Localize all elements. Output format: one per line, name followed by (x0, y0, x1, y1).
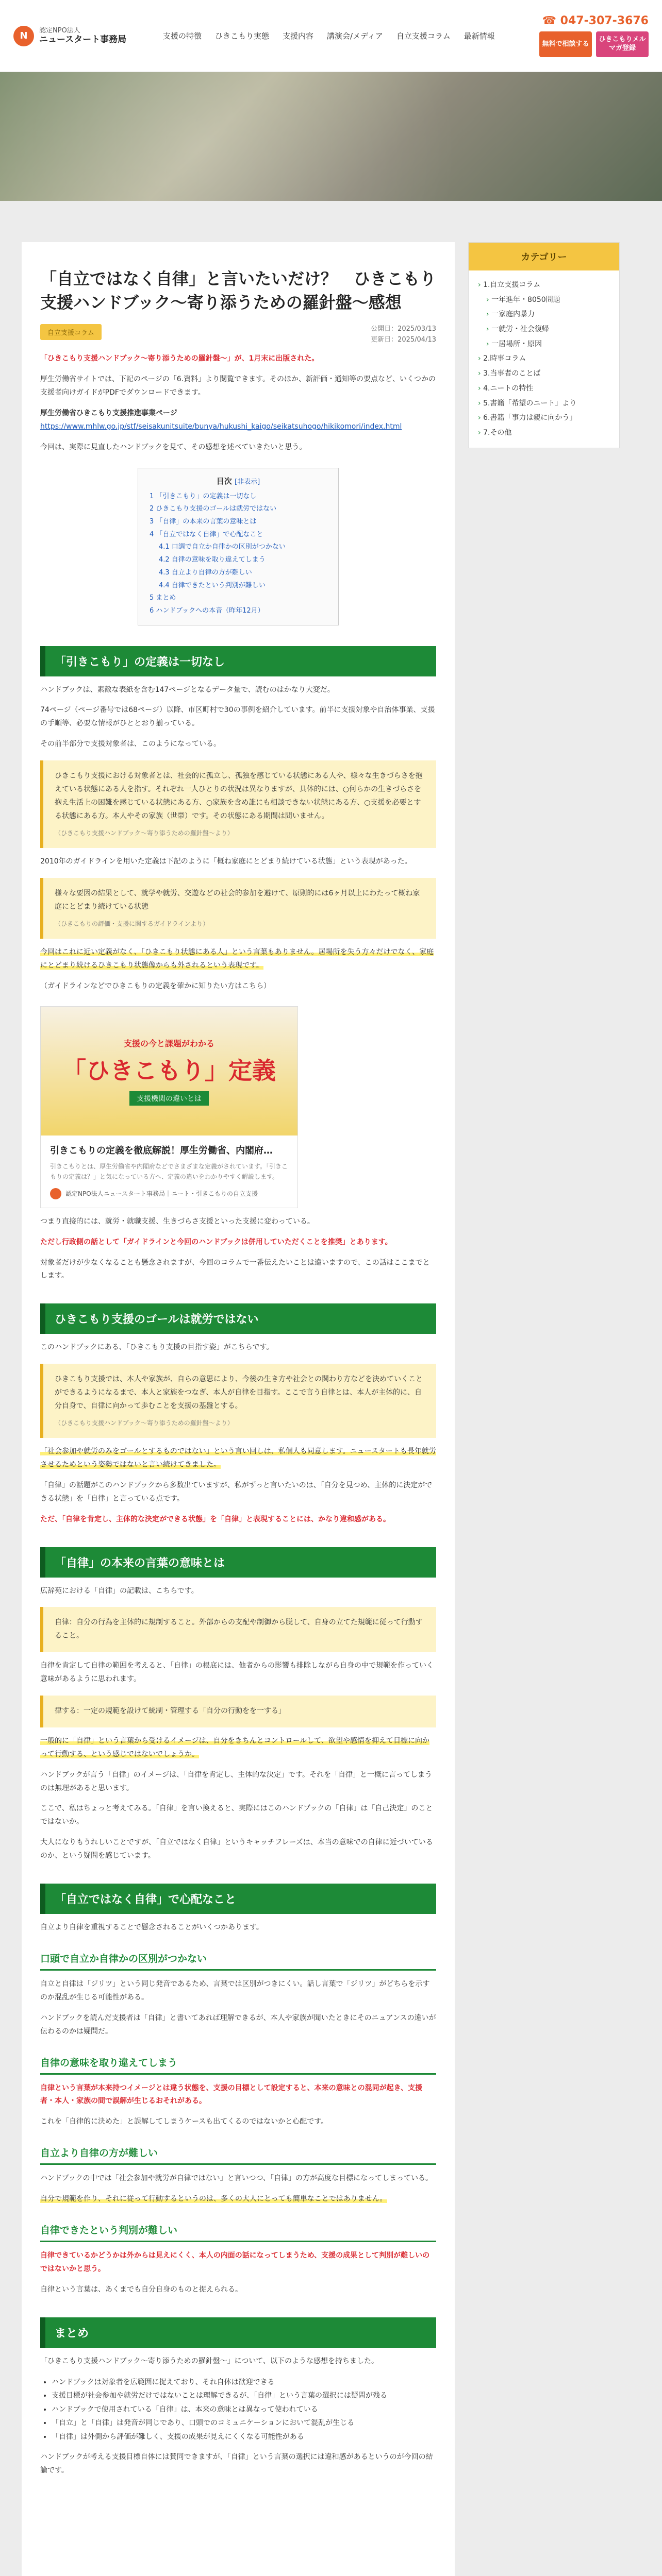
category-item[interactable]: › 5.書籍「希望のニート」より (478, 396, 610, 411)
toc-title-label: 目次 (216, 476, 232, 486)
ministry-link-block (40, 407, 436, 434)
section-heading-goal: ひきこもり支援のゴールは就労ではない (40, 1303, 436, 1334)
quote-text: 自律：自分の行為を主体的に規制すること。外部からの支配や制御から脱して、自身の立てた規範に従って行動すること。 (55, 1618, 423, 1640)
site-logo[interactable] (13, 26, 158, 46)
site-header (0, 0, 662, 72)
quote-source: （ひきこもり支援ハンドブック〜寄り添うための羅針盤〜より） (55, 1419, 234, 1427)
category-list (469, 270, 619, 448)
quote-text: 律する：一定の規範を設けて統制・管理する「自分の行動をを一する」 (55, 1707, 286, 1716)
nav-item-support[interactable]: 支援内容 (283, 31, 314, 41)
paragraph: 広辞苑における「自律」の記載は、こちらです。 (40, 1586, 198, 1595)
paragraph: 自律を肯定して自律の範囲を考えると、「自律」の根底には、他者からの影響も排除しながら自身の中で規範を作っていく意味があるように思われます。 (40, 1662, 434, 1684)
paragraph: つまり直接的には、就労・就職支援、生きづらさ支援といった支援に変わっている。 (40, 1217, 315, 1226)
paragraph (40, 1236, 436, 1249)
category-badge[interactable]: 自立支援コラム (40, 324, 102, 340)
category-widget (468, 242, 620, 448)
paragraph (40, 1735, 436, 1761)
paragraph (40, 2082, 436, 2109)
article (22, 242, 455, 2576)
toc-subitem[interactable]: 4.4 自律できたという判別が難しい (159, 581, 266, 589)
category-subitem[interactable]: › 一居場所・原因 (478, 337, 610, 352)
ministry-link-label: 厚生労働省ひきこもり支援推進事業ページ (40, 409, 177, 418)
paragraph: これを「自律的に決めた」と誤解してしまうケースも出てくるのではないかと心配です。 (40, 2117, 328, 2126)
paragraph: 自立より自律を重視することで懸念されることがいくつかあります。 (40, 1923, 263, 1932)
phone-text: 047-307-3676 (560, 14, 649, 27)
section-heading-concerns: 「自立ではなく自律」で心配なこと (40, 1884, 436, 1914)
toc-item[interactable]: 1 「引きこもり」の定義は一切なし (150, 492, 257, 500)
article-meta (40, 324, 436, 346)
category-item[interactable]: › 1.自立支援コラム (478, 278, 610, 293)
logo-subtitle: 認定NPO法人 (39, 26, 80, 35)
category-item[interactable]: › 4.ニートの特性 (478, 381, 610, 396)
quote-box (40, 760, 436, 848)
summary-list (40, 2376, 436, 2444)
paragraph (40, 2249, 436, 2276)
updated-date: 更新日：2025/04/13 (371, 335, 436, 344)
paragraph: 対象者だけが少なくなることも懸念されますが、今回のコラムで一番伝えたいことは違いますので、この話はここまでとします。 (40, 1258, 430, 1280)
published-date: 公開日：2025/03/13 (371, 325, 436, 333)
nav-item-features[interactable]: 支援の特徴 (163, 31, 202, 41)
card-title: 引きこもりの定義を徹底解説！厚生労働省、内閣府… (50, 1145, 273, 1157)
nav-item-news[interactable]: 最新情報 (464, 31, 495, 41)
quote-source: （ひきこもりの評価・支援に関するガイドラインより） (55, 920, 209, 927)
toc-item[interactable]: 5 まとめ (150, 594, 176, 602)
highlight-red-text: ただ、「自律を肯定し、主体的な決定ができる状態」を「自律」と表現することには、かなり違和感がある。 (40, 1515, 390, 1523)
nav-item-reality[interactable]: ひきこもり実態 (215, 31, 270, 41)
header-contact (539, 14, 649, 57)
mailmag-button[interactable]: ひきこもりメルマガ登録 (596, 31, 649, 57)
paragraph: ハンドブックの中では「社会参加や就労が自律ではない」と言いつつ、「自律」の方が高度な目標になってしまっている。 (40, 2174, 433, 2183)
quote-source: （ひきこもり支援ハンドブック〜寄り添うための羅針盤〜より） (55, 829, 234, 837)
paragraph (40, 2193, 436, 2206)
paragraph (40, 1513, 436, 1527)
highlight-text: 今回はこれに近い定義がなく、「ひきこもり状態にある人」という言葉もありません。居場所を失う方々だけでなく、家庭にとどまり続けるひきこもり状態像からも外されるという表現です。 (40, 947, 434, 970)
consult-button[interactable]: 無料で相談する (539, 31, 592, 57)
paragraph (40, 1445, 436, 1472)
summary-item: • ハンドブックで使用されている「自律」は、本来の意味とは異なって使われている (52, 2403, 436, 2417)
card-author: 認定NPO法人ニュースタート事務局｜ニート・引きこもりの自立支援 (65, 1190, 258, 1198)
card-description: 引きこもりとは、厚生労働省や内閣府などでさまざまな定義がされています。「引きこもりの定義は？」と気になっている方へ、定義の違いをわかりやすく解説します。 (50, 1163, 288, 1180)
section-heading-definition: 「引きこもり」の定義は一切なし (40, 646, 436, 676)
quote-box (40, 1607, 436, 1652)
toc-item[interactable]: 3 「自律」の本来の言葉の意味とは (150, 518, 257, 526)
quote-text: ひきこもり支援では、本人や家族が、自らの意思により、今後の生き方や社会との関わり方などを決めていくことができるようになるまで、本人と家族をつなぎ、本人が自律を目指す。ここで言う自律とは、本人が主体的に、自分自身で、自律に向かって歩むことを支援の基盤とする。 (55, 1375, 423, 1411)
section-heading-summary: まとめ (40, 2317, 436, 2348)
paragraph: 自律という言葉は、あくまでも自分自身のものと捉えられる。 (40, 2285, 242, 2294)
author-avatar (50, 1188, 61, 1199)
hero-image (0, 72, 662, 201)
sidebar (468, 242, 620, 2576)
paragraph: ハンドブックは、素敵な表紙を含む147ページとなるデータ量で、読むのはかなり大変だ。 (40, 685, 335, 694)
quote-box (40, 1696, 436, 1727)
paragraph: ハンドブックを読んだ支援者は「自律」と書いてあれば理解できるが、本人や家族が聞いたときにそのニュアンスの違いが伝わるのかは疑問だ。 (40, 2013, 436, 2036)
nav-item-media[interactable]: 講演会/メディア (327, 31, 383, 41)
intro-paragraph-3: 今回は、実際に見直したハンドブックを見て、その感想を述べていきたいと思う。 (40, 443, 307, 451)
content-wrap (0, 201, 662, 2576)
category-item[interactable]: › 6.書籍「事力は親に向かう」 (478, 411, 610, 426)
toc-subitem[interactable]: 4.1 口調で自立か自律かの区別がつかない (159, 543, 286, 551)
article-dates (371, 324, 436, 346)
summary-item: • 「自立」と「自律」は発音が同じであり、口頭でのコミュニケーションにおいて混乱が生じる (52, 2416, 436, 2430)
summary-item: • ハンドブックは対象者を広範囲に捉えており、それ自体は歓迎できる (52, 2376, 436, 2389)
toc-title (150, 476, 327, 486)
category-subitem[interactable]: › 一年進年・8050問題 (478, 293, 610, 308)
paragraph: 74ページ（ページ番号では68ページ）以降、市区町村で30の事例を紹介しています。前半に支援対象や自治体事業、支援の手順等、必要な情報がひととおり揃っている。 (40, 706, 435, 728)
highlight-red-text: ただし行政側の話として「ガイドラインと今回のハンドブックは併用していただくことを推奨」とあります。 (40, 1238, 392, 1246)
category-item[interactable]: › 2.時事コラム (478, 351, 610, 366)
subheading-difficulty: 自立より自律の方が難しい (40, 2145, 436, 2165)
summary-item: • 「自律」は外側から評価が難しく、支援の成果が見えにくくなる可能性がある (52, 2430, 436, 2444)
paragraph: 「自律」の話題がこのハンドブックから多数出ていますが、私がずっと言いたいのは、「自分を見つめ、主体的に決定ができる状態」を「自律」と言っている点です。 (40, 1481, 433, 1503)
summary-item: • 支援目標が社会参加や就労だけではないことは理解できるが、「自律」という言葉の選択には疑問が残る (52, 2389, 436, 2403)
category-subitem[interactable]: › 一就労・社会復帰 (478, 322, 610, 337)
paragraph: このハンドブックにある、「ひきこもり支援の目指す姿」がこちらです。 (40, 1343, 274, 1352)
subheading-misunderstanding: 自律の意味を取り違えてしまう (40, 2055, 436, 2075)
intro-paragraph-2: 厚生労働省サイトでは、下記のページの「6.資料」より閲覧できます。そのほか、新評価・通知等の要点など、いくつかの支援者向けガイドがPDFでダウンロードできます。 (40, 375, 436, 397)
card-footer (50, 1188, 288, 1199)
card-thumb-footer: 支援機関の違いとは (129, 1091, 209, 1106)
paragraph (40, 946, 436, 973)
quote-text: 様々な要因の結果として、就学や就労、交遊などの社会的参加を避けて、原則的には6ヶ月以上にわたって概ね家庭にとどまり続けている状態 (55, 889, 420, 911)
intro-paragraph (40, 352, 436, 366)
toc-subitem[interactable]: 4.3 自立より自律の方が難しい (159, 568, 252, 577)
highlight-text: 自分で規範を作り、それに従って行動するというのは、多くの大人にとっても簡単なことではありません。 (40, 2195, 387, 2204)
logo-mark-icon: N (13, 26, 34, 46)
paragraph: ハンドブックが言う「自律」のイメージは、「自律を肯定し、主体的な決定」です。それを「自律」と一概に言ってしまうのは無理があると思います。 (40, 1770, 433, 1792)
toc-toggle[interactable]: [非表示] (235, 478, 260, 486)
paragraph: ここで、私はちょっと考えてみる。「自律」を言い換えると、実際にはこのハンドブックの「自律」は「自己決定」のことではないか。 (40, 1804, 433, 1826)
toc-item[interactable]: 2 ひきこもり支援のゴールは就労ではない (150, 505, 277, 513)
subheading-pronunciation: 口頭で自立か自律かの区別がつかない (40, 1951, 436, 1971)
highlight-red-text: 自律できているかどうかは外からは見えにくく、本人の内面の話になってしまうため、支援の成果として判別が難しいのではないかと思う。 (40, 2251, 430, 2273)
highlight-text: 「社会参加や就労のみをゴールとするものではない」という言い回しは、私個人も同意します。ニュースタートも長年就労させるためという姿勢ではないと言い続けてきました。 (40, 1447, 436, 1469)
paragraph: 自立と自律は「ジリツ」という同じ発音であるため、言葉では区別がつきにくい。話し言葉で「ジリツ」がどちらを示すのか混乱が生じる可能性がある。 (40, 1979, 430, 2002)
toc-item[interactable]: 4 「自立ではなく自律」で心配なこと (150, 530, 263, 538)
highlight-text: 一般的に「自律」という言葉から受けるイメージは、自分をきちんとコントロールして、欲望や感情を抑えて目標に向かって行動する、という感じではないでしょうか。 (40, 1736, 430, 1758)
paragraph: ハンドブックが考える支援目標自体には賛同できますが、「自律」という言葉の選択には違和感があるというのが今回の結論です。 (40, 2453, 433, 2475)
card-thumb-title: 「ひきこもり」定義 (62, 1056, 276, 1084)
table-of-contents (138, 468, 339, 625)
card-thumbnail (41, 1007, 297, 1136)
highlight-red-text: 自律という言葉が本来持つイメージとは違う状態を、支援の目標として設定すると、本来の意味との混同が起き、支援者・本人・家族の間で誤解が生じるおそれがある。 (40, 2083, 423, 2106)
quote-box (40, 878, 436, 939)
toc-subitem[interactable]: 4.2 自律の意味を取り違えてしまう (159, 556, 266, 564)
section-heading-meaning: 「自律」の本来の言葉の意味とは (40, 1547, 436, 1578)
category-subitem[interactable]: › 一家庭内暴力 (478, 307, 610, 322)
article-title: 「自立ではなく自律」と言いたいだけ？ ひきこもり支援ハンドブック〜寄り添うための羅針盤〜感想 (40, 269, 437, 313)
paragraph: （ガイドラインなどでひきこもりの定義を確かに知りたい方はこちら） (40, 981, 271, 990)
category-item[interactable]: › 7.その他 (478, 426, 610, 440)
quote-box (40, 1364, 436, 1438)
global-nav (163, 30, 539, 41)
category-item[interactable]: › 3.当事者のことば (478, 366, 610, 381)
paragraph: 2010年のガイドラインを用いた定義は下記のように「概ね家庭にとどまり続けている状態」という表現があった。 (40, 857, 412, 866)
phone-number[interactable]: ☎ 047-307-3676 (542, 14, 649, 27)
paragraph: 「ひきこもり支援ハンドブック〜寄り添うための羅針盤〜」について、以下のような感想を持ちました。 (40, 2357, 379, 2365)
toc-item[interactable]: 6 ハンドブックへの本音（昨年12月） (150, 606, 264, 615)
logo-name: ニュースタート事務局 (39, 35, 127, 45)
ministry-link[interactable]: https://www.mhlw.go.jp/stf/seisakunitsuite/bunya/hukushi_kaigo/seikatsuhogo/hikikomori/index.html (40, 422, 402, 431)
intro-lead: 「ひきこもり支援ハンドブック〜寄り添うための羅針盤〜」が、1月末に出版された。 (40, 354, 319, 363)
toc-list (150, 490, 327, 618)
paragraph: その前半部分で支援対象者は、このようになっている。 (40, 740, 221, 749)
subheading-judgement: 自律できたという判別が難しい (40, 2223, 436, 2242)
nav-item-column[interactable]: 自立支援コラム (396, 31, 451, 41)
cta-row (539, 31, 649, 57)
logo-text (39, 27, 126, 45)
related-article-card[interactable] (40, 1006, 298, 1208)
paragraph: 大人になりもうれしいことですが、「自立ではなく自律」というキャッチフレーズは、本当の意味での自律に近づいているのか、という疑問を感じています。 (40, 1838, 433, 1860)
card-body (41, 1136, 297, 1207)
quote-text: ひきこもり支援における対象者とは、社会的に孤立し、孤独を感じている状態にある人や、様々な生きづらさを抱えている状態にある人を指す。それぞれ一人ひとりの状況は異なりますが、具体的には、○何らかの生きづらさを抱え生活上の困難を感じている状態にある方、○家族を含め誰にも相談できない状態にある方、○支援を必要とする状態にある方。本人やその家族（世帯）です。その状態にある期間は問いません。 (55, 772, 423, 820)
card-thumb-subtitle: 支援の今と課題がわかる (123, 1038, 214, 1048)
category-heading: カテゴリー (469, 243, 619, 270)
